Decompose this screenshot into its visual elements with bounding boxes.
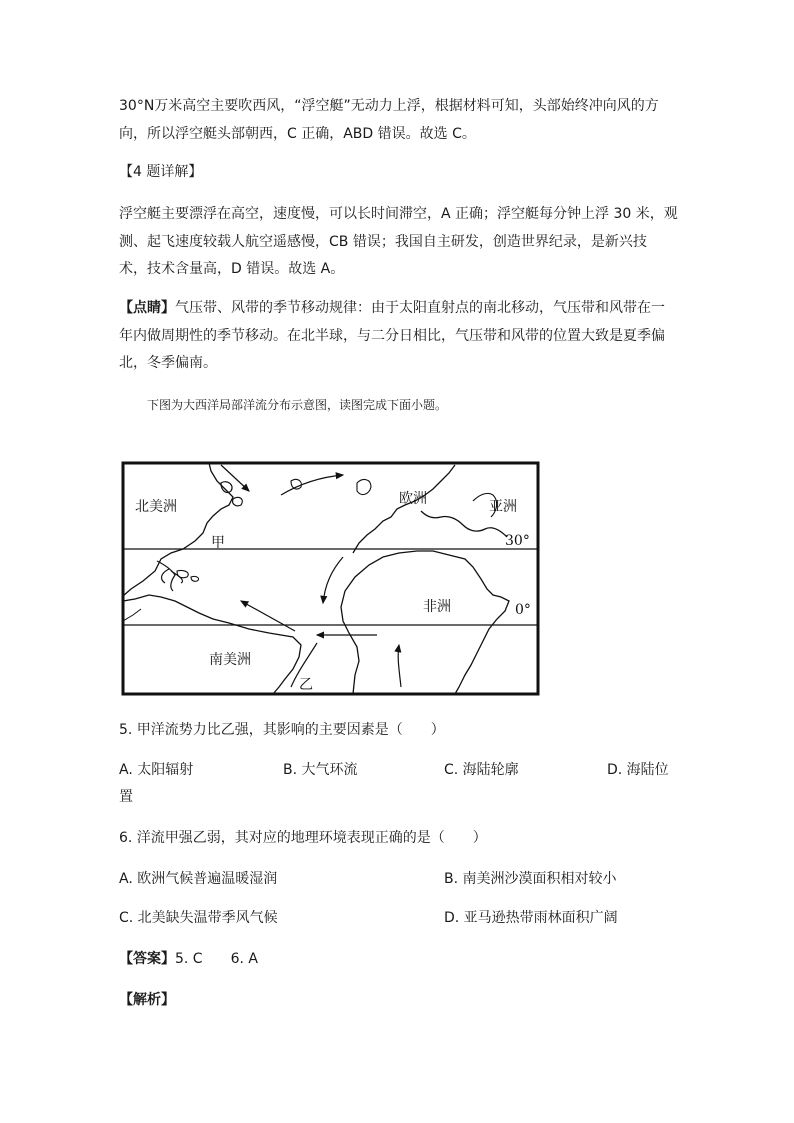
q5-option-c: C. 海陆轮廓: [444, 762, 519, 778]
atlantic-current-map: [121, 461, 541, 697]
paragraph-line: 30°N万米高空主要吹西风，“浮空艇”无动力上浮，根据材料可知，头部始终冲向风的方: [119, 98, 659, 114]
paragraph-line: 术，技术含量高，D 错误。故选 A。: [119, 261, 345, 277]
label-current-yi: 乙: [299, 677, 313, 693]
q6-option-b: B. 南美洲沙漠面积相对较小: [444, 871, 617, 887]
tip-line: 北，冬季偏南。: [119, 355, 217, 371]
q5-option-b: B. 大气环流: [283, 762, 358, 778]
q6-option-d: D. 亚马逊热带雨林面积广阔: [444, 910, 618, 926]
label-north-america: 北美洲: [135, 499, 177, 515]
paragraph-line: 向，所以浮空艇头部朝西，C 正确，ABD 错误。故选 C。: [119, 126, 476, 142]
q5-option-d: D. 海陆位: [607, 762, 669, 778]
label-latitude-0: 0°: [515, 602, 531, 618]
tip-line: 年内做周期性的季节移动。在北半球，与二分日相比，气压带和风带的位置大致是夏季偏: [119, 328, 665, 344]
paragraph-line: 测、起飞速度较载人航空遥感慢，CB 错误；我国自主研发，创造世界纪录，是新兴技: [119, 234, 647, 250]
answer-line: [119, 949, 258, 969]
question-5: 5. 甲洋流势力比乙强，其影响的主要因素是（ ）: [119, 722, 445, 738]
paragraph-line: 浮空艇主要漂浮在高空，速度慢，可以长时间滞空，A 正确；浮空艇每分钟上浮 30 米，观: [119, 206, 678, 222]
answer-label: 【答案】: [119, 951, 175, 967]
q5-option-a: A. 太阳辐射: [119, 762, 194, 778]
label-africa: 非洲: [423, 599, 451, 615]
question-6: 6. 洋流甲强乙弱，其对应的地理环境表现正确的是（ ）: [119, 830, 487, 846]
section-heading: 【4 题详解】: [119, 164, 203, 180]
tip-line: [119, 298, 665, 318]
tip-text: 气压带、风带的季节移动规律：由于太阳直射点的南北移动，气压带和风带在一: [175, 300, 665, 316]
q6-option-c: C. 北美缺失温带季风气候: [119, 910, 278, 926]
label-latitude-30: 30°: [505, 533, 530, 549]
label-current-jia: 甲: [211, 535, 225, 551]
map-frame: [123, 463, 538, 694]
label-asia: 亚洲: [489, 499, 517, 515]
label-south-america: 南美洲: [209, 652, 251, 668]
answer-text: 5. C 6. A: [175, 951, 258, 967]
tip-label: 【点睛】: [119, 300, 175, 316]
q6-option-a: A. 欧洲气候普遍温暖湿润: [119, 871, 278, 887]
label-europe: 欧洲: [399, 491, 427, 507]
q5-option-d-wrap: 置: [119, 789, 133, 805]
analysis-heading: 【解析】: [119, 992, 175, 1008]
figure-caption: 下图为大西洋局部洋流分布示意图，读图完成下面小题。: [147, 398, 448, 412]
